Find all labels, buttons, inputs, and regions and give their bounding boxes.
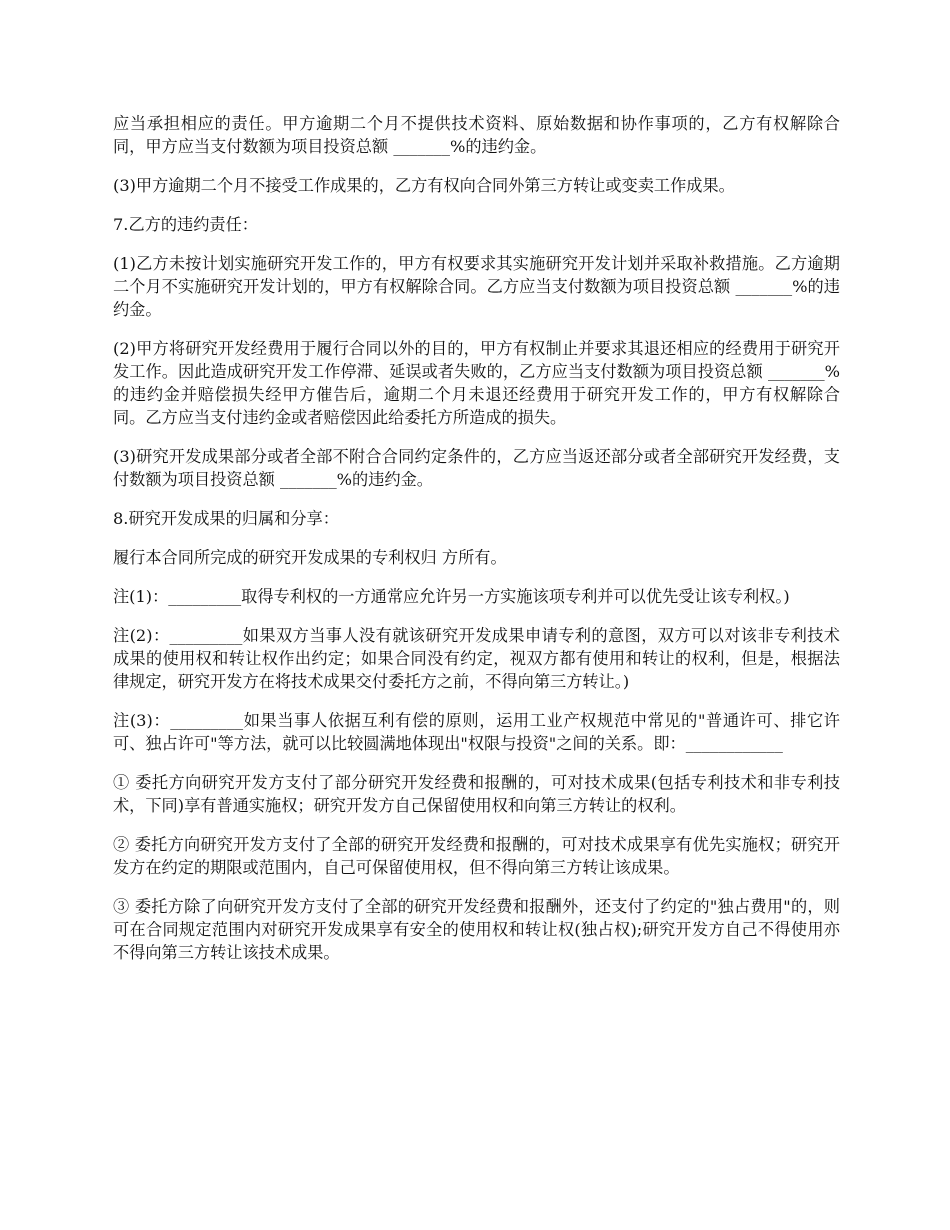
paragraph-party-a-not-accept-results: (3)甲方逾期二个月不接受工作成果的，乙方有权向合同外第三方转让或变卖工作成果。 — [113, 176, 735, 195]
note-1: 注(1)：_________取得专利权的一方通常应允许另一方实施该项专利并可以优先受让该专利权。) — [113, 587, 790, 606]
paragraph-results-nonconforming: (3)研究开发成果部分或者全部不附合合同约定条件的，乙方应当返还部分或者全部研究开发经费，支付数额为项目投资总额 _______%的违约金。 — [113, 447, 840, 489]
paragraph-funds-misuse: (2)甲方将研究开发经费用于履行合同以外的目的，甲方有权制止并要求其退还相应的经费用于研究开发工作。因此造成研究开发工作停滞、延误或者失败的，乙方应当支付数额为项目投资总额 _______%的违约金并赔偿损失经甲方催告后，逾期二个月未退还经费用于研究开发工作的，甲方有权解除合同。乙方应当支付违约金或者赔偿因此给委托方所造成的损失。 — [113, 339, 840, 427]
document-page — [113, 112, 840, 980]
section-heading-party-b-liability: 7.乙方的违约责任： — [113, 215, 258, 234]
list-item-exclusive-license: ③ 委托方除了向研究开发方支付了全部的研究开发经费和报酬外，还支付了约定的"独占费用"的，则可在合同规定范围内对研究开发成果享有安全的使用权和转让权(独占权);研究开发方自己不得使用亦不得向第三方转让该技术成果。 — [113, 897, 840, 962]
note-2: 注(2)：_________如果双方当事人没有就该研究开发成果申请专利的意图，双方可以对该非专利技术成果的使用权和转让权作出约定；如果合同没有约定，视双方都有使用和转让的权利，但是，根据法律规定，研究开发方在将技术成果交付委托方之前，不得向第三方转让。) — [113, 626, 840, 691]
paragraph-party-b-plan-failure: (1)乙方未按计划实施研究开发工作的，甲方有权要求其实施研究开发计划并采取补救措施。乙方逾期二个月不实施研究开发计划的，甲方有权解除合同。乙方应当支付数额为项目投资总额 _______%的违约金。 — [113, 254, 840, 319]
paragraph-breach-party-a-continued: 应当承担相应的责任。甲方逾期二个月不提供技术资料、原始数据和协作事项的，乙方有权解除合同，甲方应当支付数额为项目投资总额 _______%的违约金。 — [113, 114, 840, 156]
list-item-general-license: ① 委托方向研究开发方支付了部分研究开发经费和报酬的，可对技术成果(包括专利技术和非专利技术，下同)享有普通实施权；研究开发方自己保留使用权和向第三方转让的权利。 — [113, 773, 840, 815]
section-heading-results-ownership: 8.研究开发成果的归属和分享： — [113, 509, 339, 528]
note-3: 注(3)：_________如果当事人依据互利有偿的原则，运用工业产权规范中常见的"普通许可、排它许可、独占许可"等方法，就可以比较圆满地体现出"权限与投资"之间的关系。即：____________ — [113, 711, 840, 753]
list-item-priority-license: ② 委托方向研究开发方支付了全部的研究开发经费和报酬的，可对技术成果享有优先实施权；研究开发方在约定的期限或范围内，自己可保留使用权，但不得向第三方转让该成果。 — [113, 835, 840, 877]
paragraph-patent-ownership: 履行本合同所完成的研究开发成果的专利权归 方所有。 — [113, 548, 507, 567]
